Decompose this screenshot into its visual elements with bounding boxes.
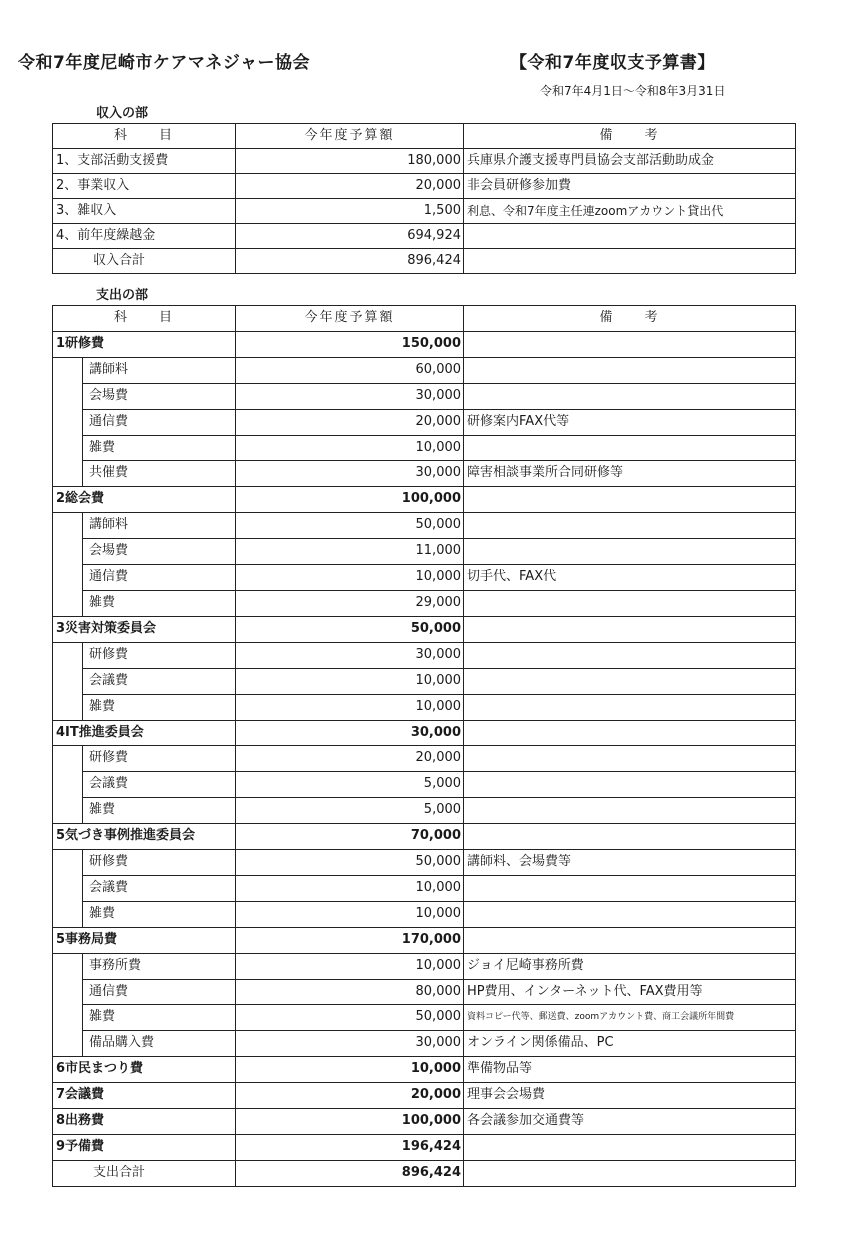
expense-item-amount: 10,000 — [236, 435, 464, 461]
expense-item-note: オンライン関係備品、PC — [464, 1031, 796, 1057]
expense-category-amount: 70,000 — [236, 824, 464, 850]
expense-category-note — [464, 824, 796, 850]
expense-item-row — [53, 850, 796, 876]
income-header-row — [53, 124, 796, 149]
expense-item-row — [53, 590, 796, 616]
income-table — [52, 123, 796, 274]
expense-item-row — [53, 565, 796, 591]
expense-category-row — [53, 331, 796, 357]
expense-item-name: 共催費 — [83, 461, 236, 487]
expense-category-note: 理事会会場費 — [464, 1083, 796, 1109]
expense-item-row — [53, 461, 796, 487]
income-section-label: 収入の部 — [96, 106, 149, 121]
expense-item-row — [53, 668, 796, 694]
income-amount: 1,500 — [236, 199, 464, 224]
expense-item-note — [464, 642, 796, 668]
expense-item-amount: 10,000 — [236, 875, 464, 901]
indent-spacer — [53, 435, 83, 461]
expense-header-row — [53, 306, 796, 332]
expense-category-amount: 196,424 — [236, 1135, 464, 1161]
expense-item-name: 雑費 — [83, 590, 236, 616]
expense-category-note — [464, 1135, 796, 1161]
expense-item-name: 雑費 — [83, 435, 236, 461]
expense-item-row — [53, 772, 796, 798]
indent-spacer — [53, 383, 83, 409]
expense-item-note: 研修案内FAX代等 — [464, 409, 796, 435]
expense-total-note — [464, 1160, 796, 1186]
expense-category-row — [53, 1057, 796, 1083]
expense-item-amount: 5,000 — [236, 772, 464, 798]
income-amount-header: 今年度予算額 — [236, 124, 464, 149]
expense-item-amount: 10,000 — [236, 953, 464, 979]
indent-spacer — [53, 668, 83, 694]
expense-category-note: 準備物品等 — [464, 1057, 796, 1083]
income-item-header: 科 目 — [53, 124, 236, 149]
indent-spacer — [53, 798, 83, 824]
expense-item-amount: 60,000 — [236, 357, 464, 383]
expense-item-amount: 30,000 — [236, 642, 464, 668]
expense-item-note: 資料コピー代等、郵送費、zoomアカウント費、商工会議所年間費 — [464, 1005, 796, 1031]
indent-spacer — [53, 875, 83, 901]
indent-spacer — [53, 513, 83, 539]
expense-item-row — [53, 1031, 796, 1057]
indent-spacer — [53, 850, 83, 876]
expense-category-amount: 30,000 — [236, 720, 464, 746]
organization-name: 令和7年度尼崎市ケアマネジャー協会 — [18, 53, 310, 73]
expense-item-note — [464, 435, 796, 461]
indent-spacer — [53, 357, 83, 383]
expense-item-name: 会場費 — [83, 539, 236, 565]
expense-item-amount: 10,000 — [236, 668, 464, 694]
expense-item-name: 雑費 — [83, 1005, 236, 1031]
income-total-note — [464, 249, 796, 274]
expense-item-amount: 50,000 — [236, 513, 464, 539]
expense-category-name: 2総会費 — [53, 487, 236, 513]
expense-amount-header: 今年度予算額 — [236, 306, 464, 332]
expense-item-note — [464, 746, 796, 772]
expense-item-name: 研修費 — [83, 746, 236, 772]
expense-category-note — [464, 487, 796, 513]
expense-item-note — [464, 513, 796, 539]
income-row — [53, 174, 796, 199]
expense-item-amount: 20,000 — [236, 746, 464, 772]
indent-spacer — [53, 772, 83, 798]
income-amount: 694,924 — [236, 224, 464, 249]
expense-total-amount: 896,424 — [236, 1160, 464, 1186]
expense-item-name: 雑費 — [83, 798, 236, 824]
expense-category-name: 5事務局費 — [53, 927, 236, 953]
indent-spacer — [53, 590, 83, 616]
expense-item-row — [53, 901, 796, 927]
income-amount: 180,000 — [236, 149, 464, 174]
expense-item-amount: 10,000 — [236, 901, 464, 927]
expense-category-name: 1研修費 — [53, 331, 236, 357]
expense-item-name: 研修費 — [83, 850, 236, 876]
expense-item-amount: 11,000 — [236, 539, 464, 565]
expense-item-name: 研修費 — [83, 642, 236, 668]
expense-item-row — [53, 953, 796, 979]
income-total-label: 収入合計 — [53, 249, 236, 274]
expense-item-row — [53, 694, 796, 720]
income-note — [464, 224, 796, 249]
expense-item-name: 事務所費 — [83, 953, 236, 979]
expense-item-name: 会場費 — [83, 383, 236, 409]
expense-item-row — [53, 383, 796, 409]
expense-category-row — [53, 1135, 796, 1161]
expense-item-row — [53, 979, 796, 1005]
expense-item-name: 会議費 — [83, 875, 236, 901]
expense-item-note: 講師料、会場費等 — [464, 850, 796, 876]
indent-spacer — [53, 901, 83, 927]
expense-item-note — [464, 539, 796, 565]
expense-item-row — [53, 435, 796, 461]
expense-category-note: 各会議参加交通費等 — [464, 1109, 796, 1135]
expense-item-name: 雑費 — [83, 694, 236, 720]
expense-category-note — [464, 720, 796, 746]
expense-item-note — [464, 357, 796, 383]
indent-spacer — [53, 694, 83, 720]
indent-spacer — [53, 565, 83, 591]
expense-category-amount: 50,000 — [236, 616, 464, 642]
expense-category-amount: 20,000 — [236, 1083, 464, 1109]
expense-category-note — [464, 927, 796, 953]
indent-spacer — [53, 1005, 83, 1031]
expense-item-note — [464, 772, 796, 798]
expense-item-row — [53, 875, 796, 901]
expense-category-name: 4IT推進委員会 — [53, 720, 236, 746]
expense-item-name: 講師料 — [83, 513, 236, 539]
expense-item-note — [464, 383, 796, 409]
expense-item-note: HP費用、インターネット代、FAX費用等 — [464, 979, 796, 1005]
expense-item-note — [464, 590, 796, 616]
expense-item-note — [464, 875, 796, 901]
expense-item-name: 通信費 — [83, 565, 236, 591]
expense-item-name: 通信費 — [83, 979, 236, 1005]
expense-item-amount: 29,000 — [236, 590, 464, 616]
expense-item-amount: 30,000 — [236, 383, 464, 409]
income-note-header: 備 考 — [464, 124, 796, 149]
expense-item-amount: 80,000 — [236, 979, 464, 1005]
expense-item-name: 会議費 — [83, 772, 236, 798]
expense-body — [53, 306, 796, 1187]
expense-section-label: 支出の部 — [96, 288, 149, 303]
expense-category-row — [53, 1109, 796, 1135]
expense-item-row — [53, 539, 796, 565]
expense-category-name: 8出務費 — [53, 1109, 236, 1135]
expense-item-name: 備品購入費 — [83, 1031, 236, 1057]
income-note: 利息、令和7年度主任連zoomアカウント貸出代 — [464, 199, 796, 224]
expense-category-name: 9予備費 — [53, 1135, 236, 1161]
document-title: 【令和7年度収支予算書】 — [510, 53, 715, 73]
expense-category-name: 5気づき事例推進委員会 — [53, 824, 236, 850]
expense-category-note — [464, 616, 796, 642]
income-item: 1、支部活動支援費 — [53, 149, 236, 174]
income-item: 3、雑収入 — [53, 199, 236, 224]
expense-item-row — [53, 642, 796, 668]
income-item: 2、事業収入 — [53, 174, 236, 199]
expense-item-name: 会議費 — [83, 668, 236, 694]
expense-category-amount: 10,000 — [236, 1057, 464, 1083]
expense-item-note — [464, 901, 796, 927]
expense-category-name: 3災害対策委員会 — [53, 616, 236, 642]
expense-item-amount: 20,000 — [236, 409, 464, 435]
indent-spacer — [53, 1031, 83, 1057]
expense-category-amount: 100,000 — [236, 487, 464, 513]
income-total-amount: 896,424 — [236, 249, 464, 274]
expense-item-note: 障害相談事業所合同研修等 — [464, 461, 796, 487]
expense-item-note — [464, 798, 796, 824]
expense-category-amount: 150,000 — [236, 331, 464, 357]
indent-spacer — [53, 953, 83, 979]
expense-category-amount: 100,000 — [236, 1109, 464, 1135]
expense-category-row — [53, 927, 796, 953]
income-note: 非会員研修参加費 — [464, 174, 796, 199]
expense-category-amount: 170,000 — [236, 927, 464, 953]
expense-item-amount: 30,000 — [236, 461, 464, 487]
expense-item-name: 講師料 — [83, 357, 236, 383]
expense-item-amount: 30,000 — [236, 1031, 464, 1057]
expense-category-row — [53, 824, 796, 850]
expense-category-note — [464, 331, 796, 357]
expense-item-note — [464, 668, 796, 694]
indent-spacer — [53, 461, 83, 487]
expense-item-row — [53, 513, 796, 539]
expense-item-name: 通信費 — [83, 409, 236, 435]
expense-item-row — [53, 357, 796, 383]
indent-spacer — [53, 746, 83, 772]
expense-table — [52, 305, 796, 1187]
expense-category-row — [53, 487, 796, 513]
expense-item-header: 科 目 — [53, 306, 236, 332]
expense-category-name: 6市民まつり費 — [53, 1057, 236, 1083]
expense-note-header: 備 考 — [464, 306, 796, 332]
expense-item-note: ジョイ尼崎事務所費 — [464, 953, 796, 979]
income-item: 4、前年度繰越金 — [53, 224, 236, 249]
expense-total-label: 支出合計 — [53, 1160, 236, 1186]
expense-category-row — [53, 1083, 796, 1109]
income-amount: 20,000 — [236, 174, 464, 199]
income-total-row — [53, 249, 796, 274]
expense-category-name: 7会議費 — [53, 1083, 236, 1109]
expense-item-row — [53, 1005, 796, 1031]
expense-item-name: 雑費 — [83, 901, 236, 927]
expense-item-row — [53, 409, 796, 435]
expense-item-amount: 50,000 — [236, 850, 464, 876]
expense-item-row — [53, 746, 796, 772]
expense-item-note — [464, 694, 796, 720]
expense-category-row — [53, 616, 796, 642]
indent-spacer — [53, 409, 83, 435]
expense-item-row — [53, 798, 796, 824]
indent-spacer — [53, 979, 83, 1005]
indent-spacer — [53, 539, 83, 565]
expense-total-row — [53, 1160, 796, 1186]
expense-item-note: 切手代、FAX代 — [464, 565, 796, 591]
fiscal-period: 令和7年4月1日～令和8年3月31日 — [540, 84, 726, 98]
income-row — [53, 149, 796, 174]
expense-item-amount: 5,000 — [236, 798, 464, 824]
indent-spacer — [53, 642, 83, 668]
expense-item-amount: 10,000 — [236, 694, 464, 720]
expense-item-amount: 50,000 — [236, 1005, 464, 1031]
income-note: 兵庫県介護支援専門員協会支部活動助成金 — [464, 149, 796, 174]
income-row — [53, 224, 796, 249]
expense-item-amount: 10,000 — [236, 565, 464, 591]
income-row — [53, 199, 796, 224]
expense-category-row — [53, 720, 796, 746]
